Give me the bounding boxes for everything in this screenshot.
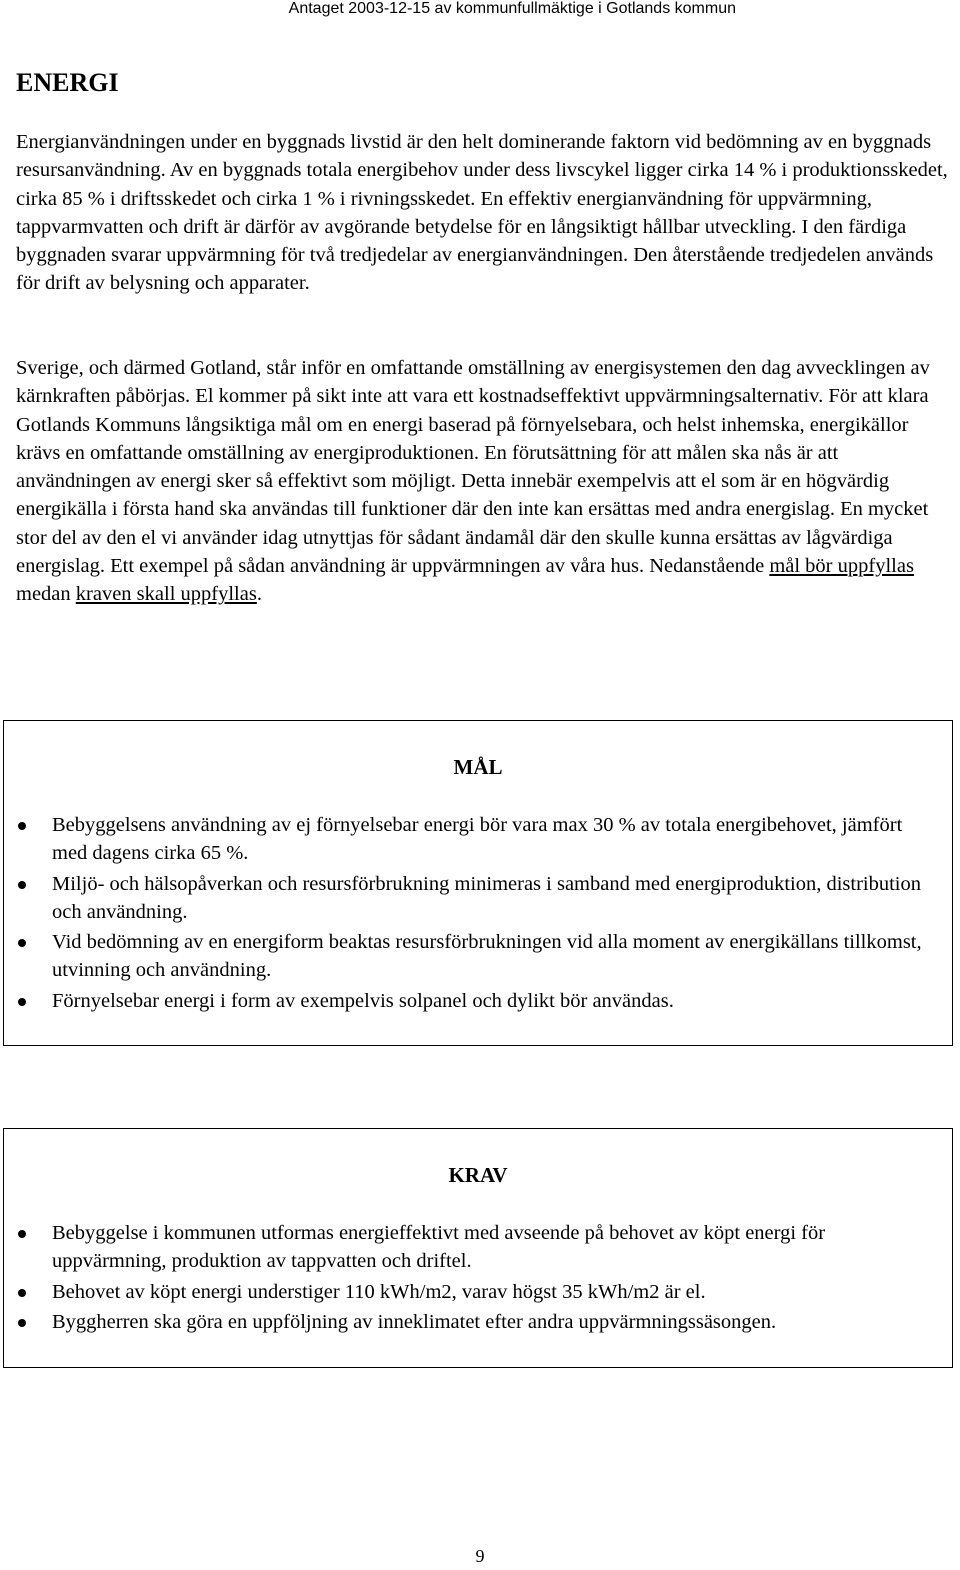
goal-item: [4, 928, 942, 985]
goal-text: Vid bedömning av en energiform beaktas resursförbrukningen vid alla moment av energikällans tillkomst, utvinning och användning.: [52, 931, 922, 982]
goal-item: [4, 987, 942, 1015]
context-paragraph-text: Sverige, och därmed Gotland, står inför en omfattande omställning av energisystemen den dag avvecklingen av kärnkraften påbörjas. El kommer på sikt inte att vara ett kostnadseffektivt uppvärmningsalternativ. För att klara Gotlands Kommuns långsiktiga mål om en energi baserad på förnyelsebara, och helst inhemska, energikällor krävs en omfattande omställning av energiproduktionen. En förutsättning för att målen ska nås är att användningen av energi sker så effektivt som möjligt. Detta innebär exempelvis att el som är en högvärdig energikälla i första hand ska användas till funktioner där den inte kan ersättas med andra energislag. En mycket stor del av den el vi använder idag utnyttjas för sådant ändamål där den skulle kunna ersättas av lågvärdiga energislag. Ett exempel på sådan användning är uppvärmningen av våra hus. Nedanstående: [16, 357, 930, 578]
requirement-text: Behovet av köpt energi understiger 110 kWh/m2, varav högst 35 kWh/m2 är el.: [52, 1280, 706, 1303]
requirements-reference: kraven skall uppfyllas: [75, 583, 257, 606]
bullet-icon: [18, 881, 26, 889]
requirement-item: [4, 1219, 942, 1276]
bullet-icon: [18, 939, 26, 947]
requirement-text: Byggherren ska göra en uppföljning av inneklimatet efter andra uppvärmningssäsongen.: [52, 1310, 777, 1333]
goal-item: [4, 811, 942, 868]
requirements-list: [4, 1219, 942, 1338]
goals-box: [3, 720, 953, 1046]
bullet-icon: [18, 1319, 26, 1327]
requirement-item: [4, 1278, 942, 1306]
requirement-item: [4, 1308, 942, 1336]
bullet-icon: [18, 1230, 26, 1238]
intro-paragraph: Energianvändningen under en byggnads livstid är den helt dominerande faktorn vid bedömning av en byggnads resursanvändning. Av en byggnads totala energibehov under dess livscykel ligger cirka 14 % i produktionsskedet, cirka 85 % i driftsskedet och cirka 1 % i rivningsskedet. En effektiv energianvändning för uppvärmning, tappvarmvatten och drift är därför av avgörande betydelse för en långsiktigt hållbar utveckling. I den färdiga byggnaden svarar uppvärmning för två tredjedelar av energianvändningen. Den återstående tredjedelen används för drift av belysning och apparater.: [16, 131, 948, 295]
context-paragraph: [16, 354, 951, 609]
requirements-heading: KRAV: [448, 1163, 508, 1187]
requirement-text: Bebyggelse i kommunen utformas energieffektivt med avseende på behovet av köpt energi för uppvärmning, produktion av tappvatten och driftel.: [52, 1222, 826, 1273]
bullet-icon: [18, 998, 26, 1006]
context-paragraph-end: .: [256, 583, 262, 606]
page-number: 9: [475, 1546, 485, 1566]
goals-reference: mål bör uppfyllas: [769, 555, 914, 578]
bullet-icon: [18, 822, 26, 830]
goals-heading: MÅL: [453, 755, 503, 779]
goal-text: Bebyggelsens användning av ej förnyelsebar energi bör vara max 30 % av totala energibehovet, jämfört med dagens cirka 65 %.: [52, 814, 903, 865]
section-title: ENERGI: [16, 68, 119, 97]
goals-list: [4, 811, 942, 1017]
goal-item: [4, 870, 942, 927]
bullet-icon: [18, 1289, 26, 1297]
goal-text: Miljö- och hälsopåverkan och resursförbrukning minimeras i samband med energiproduktion, distribution och användning.: [52, 872, 921, 923]
context-paragraph-connector: medan: [16, 583, 76, 606]
goal-text: Förnyelsebar energi i form av exempelvis solpanel och dylikt bör användas.: [52, 989, 674, 1012]
requirements-box: [3, 1128, 953, 1368]
page-header: Antaget 2003-12-15 av kommunfullmäktige i Gotlands kommun: [288, 0, 736, 17]
